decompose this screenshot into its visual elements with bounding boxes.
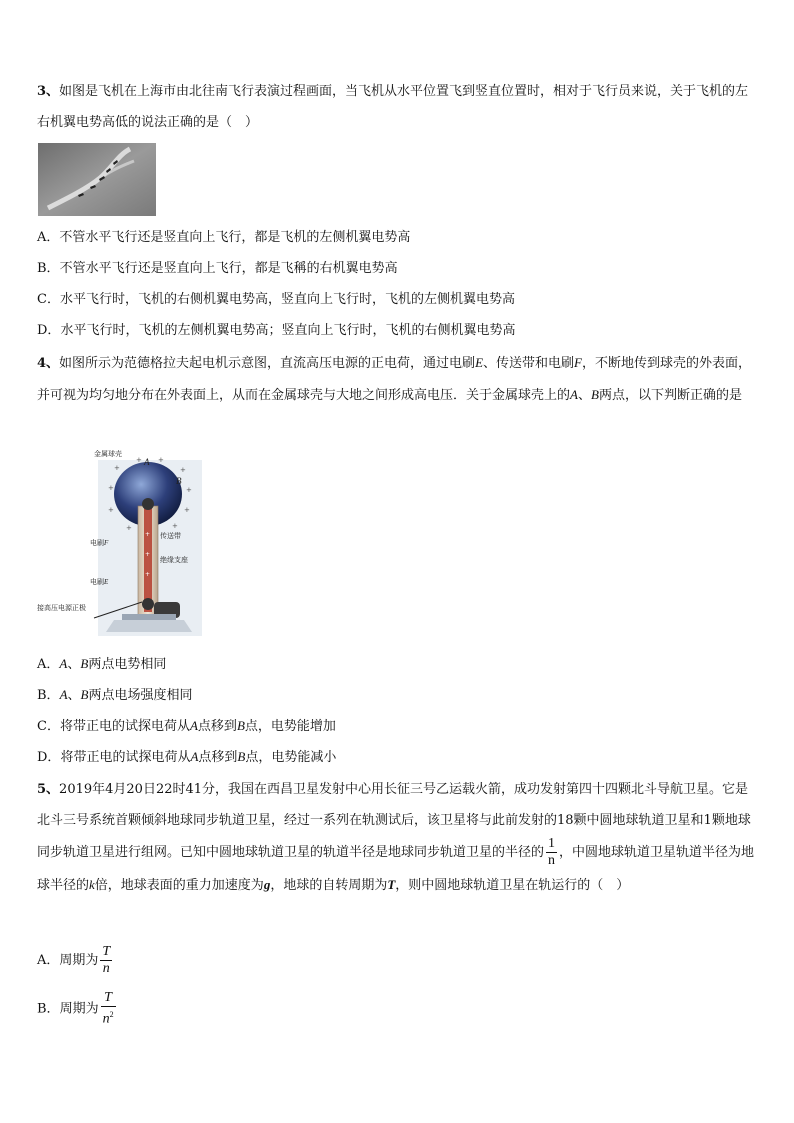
q4-option-c[interactable]: C．将带正电的试探电荷从A点移到B点，电势能增加: [37, 718, 336, 734]
label-hv-source: 接高压电源正极: [37, 604, 86, 612]
svg-text:+: +: [158, 456, 164, 464]
airshow-photo: [38, 143, 156, 216]
fraction-one-over-n: $\frac{1}{n}$: [548, 836, 556, 868]
svg-text:+: +: [186, 486, 192, 494]
svg-text:+: +: [172, 522, 178, 530]
svg-text:+: +: [108, 484, 114, 492]
label-brush-e: 电刷E: [90, 578, 109, 586]
svg-text:+: +: [114, 464, 120, 472]
fraction-t-over-n-squared: $\frac{T}{n^2}$: [102, 990, 114, 1027]
label-brush-f: 电刷F: [90, 539, 109, 547]
svg-text:+: +: [180, 466, 186, 474]
q4-option-b[interactable]: B．A、B两点电场强度相同: [37, 687, 193, 703]
q3-option-a[interactable]: A．不管水平飞行还是竖直向上飞行，都是飞机的左侧机翼电势高: [37, 230, 411, 245]
q3-option-c[interactable]: C．水平飞行时，飞机的右侧机翼电势高，竖直向上飞行时，飞机的左侧机翼电势高: [37, 292, 515, 307]
q4-option-a[interactable]: A．A、B两点电势相同: [37, 656, 167, 672]
label-point-a: A: [144, 457, 150, 467]
svg-text:+: +: [145, 571, 151, 578]
question-number: 4、: [37, 356, 60, 371]
q4-option-d[interactable]: D．将带正电的试探电荷从A点移到B点，电势能减小: [37, 749, 337, 765]
svg-text:+: +: [145, 531, 151, 538]
question-5-stem: 5、2019年4月20日22时41分，我国在西昌卫星发射中心用长征三号乙运载火箭，成功发射第四十四颗北斗导航卫星。它是北斗三号系统首颗倾斜地球同步轨道卫星，经过一系列在轨测试后，该卫星将与此前发射的18颗中圆地球轨道卫星和1颗地球同步轨道卫星进行组网。已知中圆地球轨道卫星的轨道半径是地球同步轨道卫星的半径的 $\frac{1}{n}$ ，中圆地球轨道卫星轨道半径为地球半径的k倍，地球表面的重力加速度为g，地球的自转周期为T，则中圆地球轨道卫星在轨运行的（ ）: [37, 782, 755, 893]
q5-option-a[interactable]: A．周期为 $\frac{T}{n}$: [37, 944, 111, 976]
q3-option-d[interactable]: D．水平飞行时，飞机的左侧机翼电势高；竖直向上飞行时，飞机的右侧机翼电势高: [37, 323, 516, 338]
van-de-graaff-diagram: [37, 446, 202, 636]
question-3-stem: 3、如图是飞机在上海市由北往南飞行表演过程画面，当飞机从水平位置飞到竖直位置时，相对于飞行员来说，关于飞机的左右机翼电势高低的说法正确的是（ ）: [37, 84, 749, 130]
label-belt: 传送带: [160, 532, 181, 540]
svg-text:+: +: [108, 506, 114, 514]
svg-text:+: +: [145, 551, 151, 558]
label-point-b: B: [176, 476, 182, 486]
svg-text:+: +: [136, 456, 142, 464]
question-4-stem: 4、如图所示为范德格拉夫起电机示意图，直流高压电源的正电荷，通过电刷E、传送带和电刷F，不断地传到球壳的外表面，并可视为均匀地分布在外表面上，从而在金属球壳与大地之间形成高电压．关于金属球壳上的A、B两点，以下判断正确的是: [37, 355, 751, 403]
fraction-t-over-n: $\frac{T}{n}$: [102, 944, 111, 976]
label-insulating-support: 绝缘支座: [160, 556, 188, 564]
q5-option-b[interactable]: B．周期为 $\frac{T}{n^2}$: [37, 990, 114, 1027]
question-number: 3、: [37, 84, 60, 99]
svg-text:+: +: [184, 506, 190, 514]
q3-option-b[interactable]: B．不管水平飞行还是竖直向上飞行，都是飞稱的右机翼电势高: [37, 261, 398, 276]
question-number: 5、: [37, 782, 60, 797]
label-metal-shell: 金属球壳: [94, 450, 122, 458]
svg-text:+: +: [126, 524, 132, 532]
